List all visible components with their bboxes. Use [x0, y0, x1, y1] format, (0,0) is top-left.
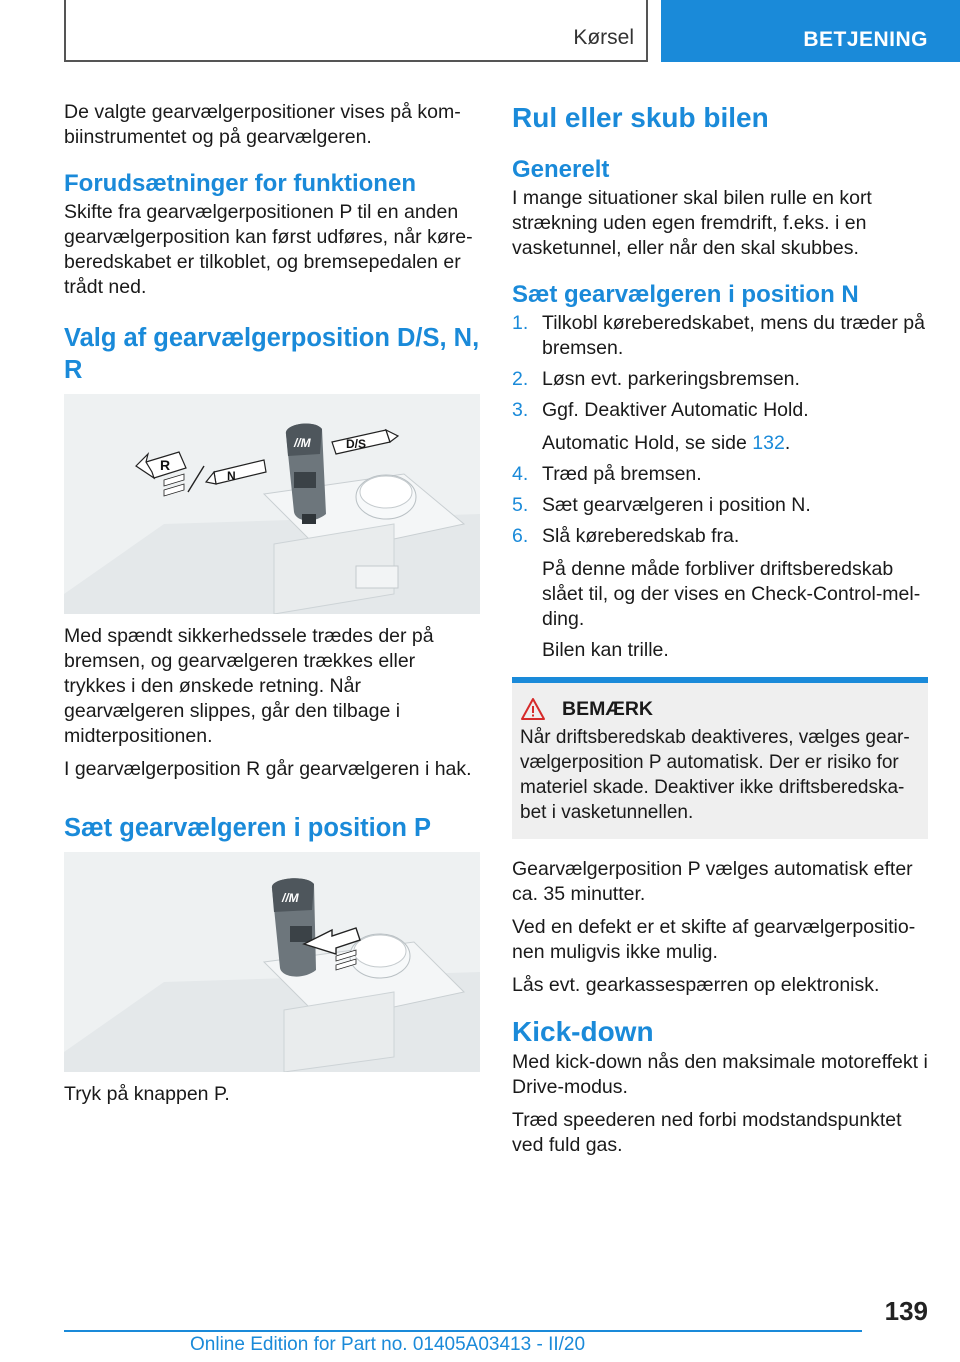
paragraph-position-p: Tryk på knappen P.: [64, 1083, 230, 1105]
step-number: 6.: [512, 525, 529, 547]
left-column: [64, 100, 480, 1115]
header-chapter: Kørsel: [573, 26, 634, 49]
page-reference-link[interactable]: 132: [752, 432, 785, 454]
steps-list: [512, 311, 928, 423]
heading-position-n: Sæt gearvælgeren i position N: [512, 281, 859, 308]
step-number: 4.: [512, 463, 529, 485]
step-6-detail-1: På denne måde forbliver driftsberedskab slået til, og der vises en Check-Control-melding.: [542, 558, 921, 630]
warning-triangle-icon: [520, 697, 546, 721]
fig1-label-ds: D/S: [346, 437, 367, 451]
step-number: 5.: [512, 494, 529, 516]
paragraph-forudsaetninger: Skifte fra gearvælgerpositionen P til en anden gearvælgerposition kan først udføres, når køreberedskabet er tilkoblet, og bremsepedalen er trådt ned.: [64, 201, 473, 298]
note-text: Når driftsberedskab deaktiveres, vælges gearvælgerposition P automatisk. Der er risiko for materiel skade. Deaktiver ikke driftsberedskabet i vasketunnellen.: [520, 727, 910, 823]
footer-divider: [64, 1330, 862, 1332]
step-number: 3.: [512, 399, 529, 421]
footer-edition: Online Edition for Part no. 01405A03413 - II/20: [190, 1334, 586, 1355]
step-1: [512, 311, 928, 361]
step-number: 2.: [512, 368, 529, 390]
paragraph-generelt: I mange situationer skal bilen rulle en kort strækning uden egen fremdrift, f.eks. i en vasketunnel, eller når den skal skubbes.: [512, 187, 872, 259]
heading-kick-down: Kick-down: [512, 1016, 654, 1047]
right-column: [512, 100, 928, 1166]
svg-text://M: //M: [294, 436, 311, 450]
paragraph-auto-1: Gearvælgerposition P vælges automatisk efter ca. 35 minutter.: [512, 858, 913, 905]
heading-forudsaetninger: Forudsætninger for funktionen: [64, 170, 416, 197]
svg-text://M: //M: [282, 891, 299, 905]
note-title: BEMÆRK: [562, 697, 653, 720]
step-5: [512, 493, 928, 518]
intro-paragraph: De valgte gearvælgerpositioner vises på kombiinstrumentet og på gearvælgeren.: [64, 101, 461, 148]
step-text: Sæt gearvælgeren i position N.: [542, 494, 811, 516]
step-text: Tilkobl køreberedskabet, mens du træder på bremsen.: [542, 312, 925, 359]
step-3-detail-text: Automatic Hold, se side: [542, 432, 753, 454]
paragraph-auto-3: Lås evt. gearkassespærren op elektronisk.: [512, 974, 880, 996]
step-text: Løsn evt. parkeringsbremsen.: [542, 368, 800, 390]
heading-generelt: Generelt: [512, 156, 610, 183]
step-text: Ggf. Deaktiver Automatic Hold.: [542, 399, 809, 421]
step-6-detail-2: Bilen kan trille.: [542, 639, 669, 661]
paragraph-valg-1: Med spændt sikkerhedssele trædes der på bremsen, og gearvælgeren trækkes eller trykkes i den ønskede retning. Når gearvælgeren slippes, går den tilbage i midterpositionen.: [64, 625, 434, 747]
step-6: [512, 524, 928, 549]
header-chapter-box: [64, 0, 648, 62]
gear-selector-button-p-figure: [64, 852, 480, 1072]
heading-rul-eller-skub: Rul eller skub bilen: [512, 102, 769, 133]
step-3-detail: [512, 431, 928, 456]
heading-position-p: Sæt gearvælgeren i position P: [64, 814, 431, 842]
heading-valg-gearvaelgerposition: Valg af gearvælgerposition D/S, N, R: [64, 324, 480, 384]
warning-note: [512, 677, 928, 839]
step-text: Træd på bremsen.: [542, 463, 702, 485]
header-section-box: [661, 0, 960, 62]
fig1-label-r: R: [160, 457, 171, 473]
fig1-label-n: N: [227, 469, 236, 483]
paragraph-kick-2: Træd speederen ned forbi modstandspunktet ved fuld gas.: [512, 1109, 902, 1156]
step-3-detail-suffix: .: [784, 432, 791, 454]
step-4: [512, 462, 928, 487]
step-number: 1.: [512, 312, 529, 334]
step-2: [512, 367, 928, 392]
paragraph-auto-2: Ved en defekt er et skifte af gearvælgerpositionen muligvis ikke mulig.: [512, 916, 916, 963]
gear-selector-directions-figure: [64, 394, 480, 614]
paragraph-valg-2: I gearvælgerposition R går gearvælgeren i hak.: [64, 758, 472, 780]
steps-list-continued: [512, 462, 928, 549]
page-number: 139: [884, 1296, 928, 1326]
step-text: Slå køreberedskab fra.: [542, 525, 740, 547]
header-section: BETJENING: [803, 28, 928, 51]
step-3: [512, 398, 928, 423]
paragraph-kick-1: Med kick-down nås den maksimale motoreffekt i Drive-modus.: [512, 1051, 928, 1098]
